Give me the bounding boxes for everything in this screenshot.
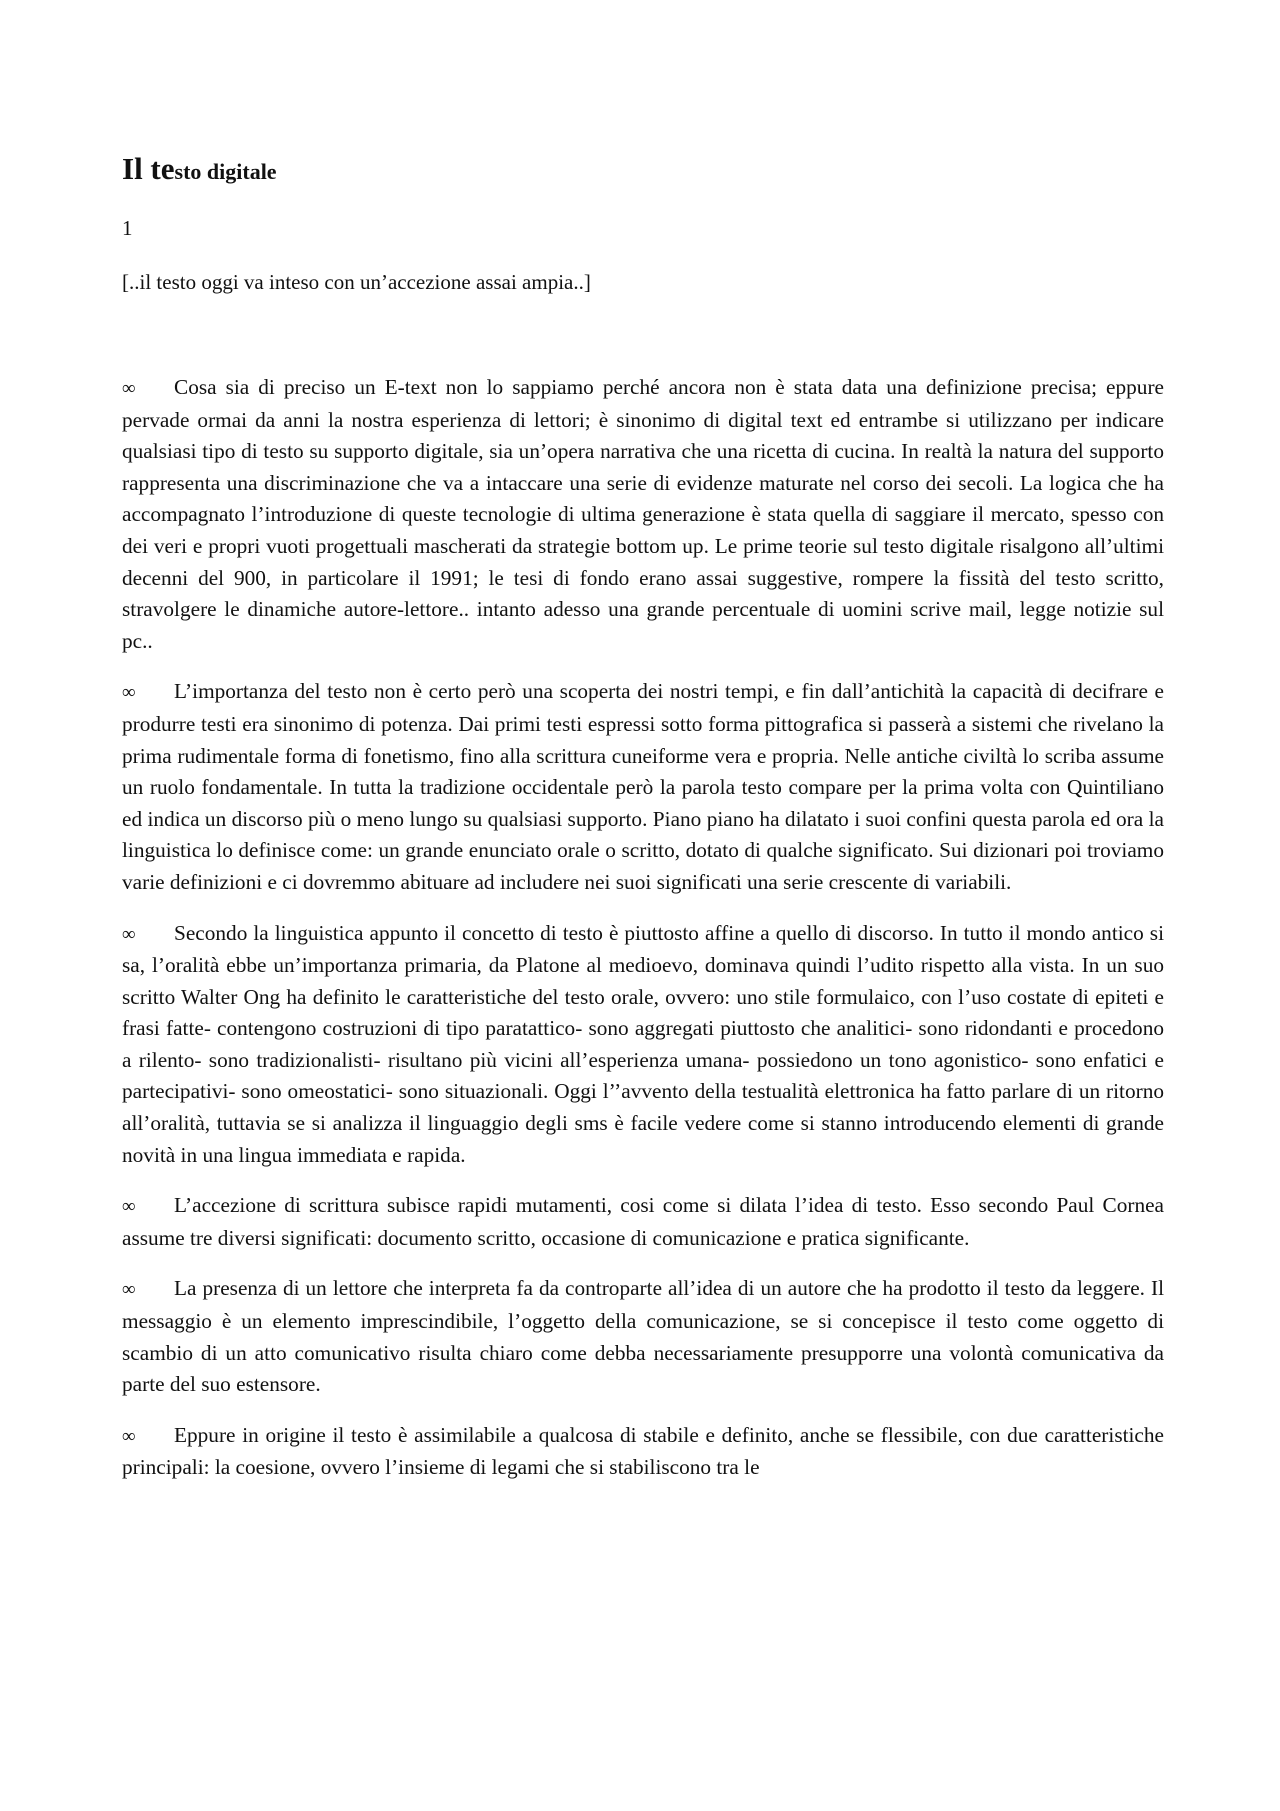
page-title — [122, 152, 277, 184]
infinity-bullet-icon: ∞ — [122, 378, 136, 399]
infinity-bullet-icon: ∞ — [122, 682, 136, 704]
body-text — [122, 372, 1164, 1503]
infinity-bullet-icon: ∞ — [122, 1196, 136, 1218]
paragraph — [122, 918, 1164, 1172]
paragraph-text: L’accezione di scrittura subisce rapidi mutamenti, cosi come si dilata l’idea di testo. Esso secondo Paul Cornea assume tre diversi significati: documento scritto, occasione di comunicazione e pratica significante. — [122, 1193, 1164, 1250]
paragraph — [122, 1190, 1164, 1254]
paragraph-text: La presenza di un lettore che interpreta fa da controparte all’idea di un autore che ha prodotto il testo da leggere. Il messaggio è un elemento imprescindibile, l’oggetto della comunicazione, se si concepisce il testo come oggetto di scambio di un atto comunicativo risulta chiaro come debba necessariamente presupporre una volontà comunicativa da parte del suo estensore. — [122, 1276, 1164, 1397]
paragraph-text: Eppure in origine il testo è assimilabile a qualcosa di stabile e definito, anche se flessibile, con due caratteristiche principali: la coesione, ovvero l’insieme di legami che si stabiliscono tra le — [122, 1422, 1164, 1480]
infinity-bullet-icon: ∞ — [122, 1279, 136, 1301]
subtitle: [..il testo oggi va inteso con un’accezione assai ampia..] — [122, 270, 591, 294]
page-title-large-part: Il te — [122, 151, 175, 186]
infinity-bullet-icon: ∞ — [122, 923, 136, 945]
paragraph-text: L’importanza del testo non è certo però una scoperta dei nostri tempi, e fin dall’antichità la capacità di decifrare e produrre testi era sinonimo di potenza. Dai primi testi espressi sotto forma pittografica si passerà a sistemi che rivelano la prima rudimentale forma di fonetismo, fino alla scrittura cuneiforme vera e propria. Nelle antiche civiltà lo scriba assume un ruolo fondamentale. In tutta la tradizione occidentale però la parola testo compare per la prima volta con Quintiliano ed indica un discorso più o meno lungo su qualsiasi supporto. Piano piano ha dilatato i suoi confini questa parola ed ora la linguistica lo definisce come: un grande enunciato orale o scritto, dotato di qualche significato. Sui dizionari poi troviamo varie definizioni e ci dovremmo abituare ad includere nei suoi significati una serie crescente di variabili. — [122, 679, 1164, 894]
page-title-small-part: sto digitale — [174, 159, 277, 184]
paragraph — [122, 372, 1164, 657]
paragraph — [122, 1420, 1164, 1484]
paragraph — [122, 676, 1164, 898]
page-number: 1 — [122, 216, 133, 240]
paragraph-text: Cosa sia di preciso un E-text non lo sappiamo perché ancora non è stata data una definizione precisa; eppure pervade ormai da anni la nostra esperienza di lettori; è sinonimo di digital text ed entrambe si utilizzano per indicare qualsiasi tipo di testo su supporto digitale, sia un’opera narrativa che una ricetta di cucina. In realtà la natura del supporto rappresenta una discriminazione che va a intaccare una serie di evidenze maturate nel corso dei secoli. La logica che ha accompagnato l’introduzione di queste tecnologie di ultima generazione è stata quella di saggiare il mercato, spesso con dei veri e propri vuoti progettuali mascherati da strategie bottom up. Le prime teorie sul testo digitale risalgono all’ultimi decenni del 900, in particolare il 1991; le tesi di fondo erano assai suggestive, rompere la fissità del testo scritto, stravolgere le dinamiche autore-lettore.. intanto adesso una grande percentuale di uomini scrive mail, legge notizie sul pc.. — [122, 375, 1164, 653]
paragraph — [122, 1273, 1164, 1400]
paragraph-text: Secondo la linguistica appunto il concetto di testo è piuttosto affine a quello di discorso. In tutto il mondo antico si sa, l’oralità ebbe un’importanza primaria, da Platone al medioevo, dominava quindi l’udito rispetto alla vista. In un suo scritto Walter Ong ha definito le caratteristiche del testo orale, ovvero: uno stile formulaico, con l’uso costate di epiteti e frasi fatte- contengono costruzioni di tipo paratattico- sono aggregati piuttosto che analitici- sono ridondanti e procedono a rilento- sono tradizionalisti- risultano più vicini all’esperienza umana- possiedono un tono agonistico- sono enfatici e partecipativi- sono omeostatici- sono situazionali. Oggi l’’avvento della testualità elettronica ha fatto parlare di un ritorno all’oralità, tuttavia se si analizza il linguaggio degli sms è facile vedere come si stanno introducendo elementi di grande novità in una lingua immediata e rapida. — [122, 920, 1164, 1167]
infinity-bullet-icon: ∞ — [122, 1425, 136, 1447]
